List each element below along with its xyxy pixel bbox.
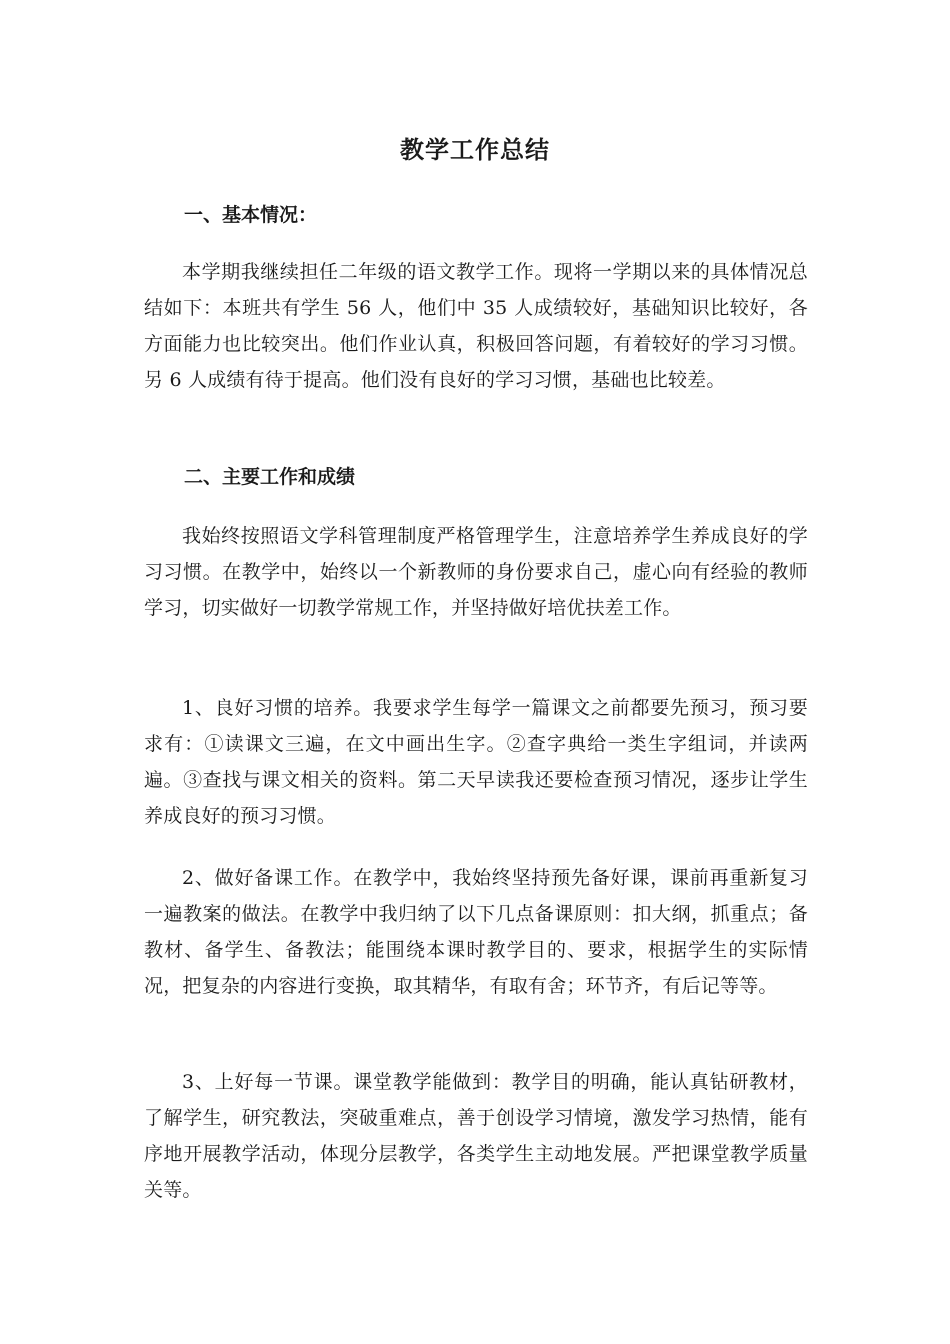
paragraph-main-work-intro: 我始终按照语文学科管理制度严格管理学生，注意培养学生养成良好的学习习惯。在教学中，始终以一个新教师的身份要求自己，虚心向有经验的教师学习，切实做好一切教学常规工作，并坚持做好培优扶差工作。 [144,525,808,619]
page-title: 教学工作总结 [400,135,550,164]
section-heading-main-work: 二、主要工作和成绩 [184,466,356,488]
paragraph-lesson-preparation: 2、做好备课工作。在教学中，我始终坚持预先备好课，课前再重新复习一遍教案的做法。在教学中我归纳了以下几点备课原则：扣大纲，抓重点；备教材、备学生、备教法；能围绕本课时教学目的、要求，根据学生的实际情况，把复杂的内容进行变换，取其精华，有取有舍；环节齐，有后记等等。 [144,867,808,997]
paragraph-basic-info: 本学期我继续担任二年级的语文教学工作。现将一学期以来的具体情况总结如下：本班共有学生 56 人，他们中 35 人成绩较好，基础知识比较好，各方面能力也比较突出。他们作业认真，积极回答问题，有着较好的学习习惯。另 6 人成绩有待于提高。他们没有良好的学习习惯，基础也比较差。 [144,261,808,391]
paragraph-habit-cultivation: 1、良好习惯的培养。我要求学生每学一篇课文之前都要先预习，预习要求有：①读课文三遍，在文中画出生字。②查字典给一类生字组词，并读两遍。③查找与课文相关的资料。第二天早读我还要检查预习情况，逐步让学生养成良好的预习习惯。 [144,697,808,827]
section-heading-basic-info: 一、基本情况： [184,204,318,226]
paragraph-teaching-classes: 3、上好每一节课。课堂教学能做到：教学目的明确，能认真钻研教材，了解学生，研究教法，突破重难点，善于创设学习情境，激发学习热情，能有序地开展教学活动，体现分层教学，各类学生主动地发展。严把课堂教学质量关等。 [144,1071,808,1201]
